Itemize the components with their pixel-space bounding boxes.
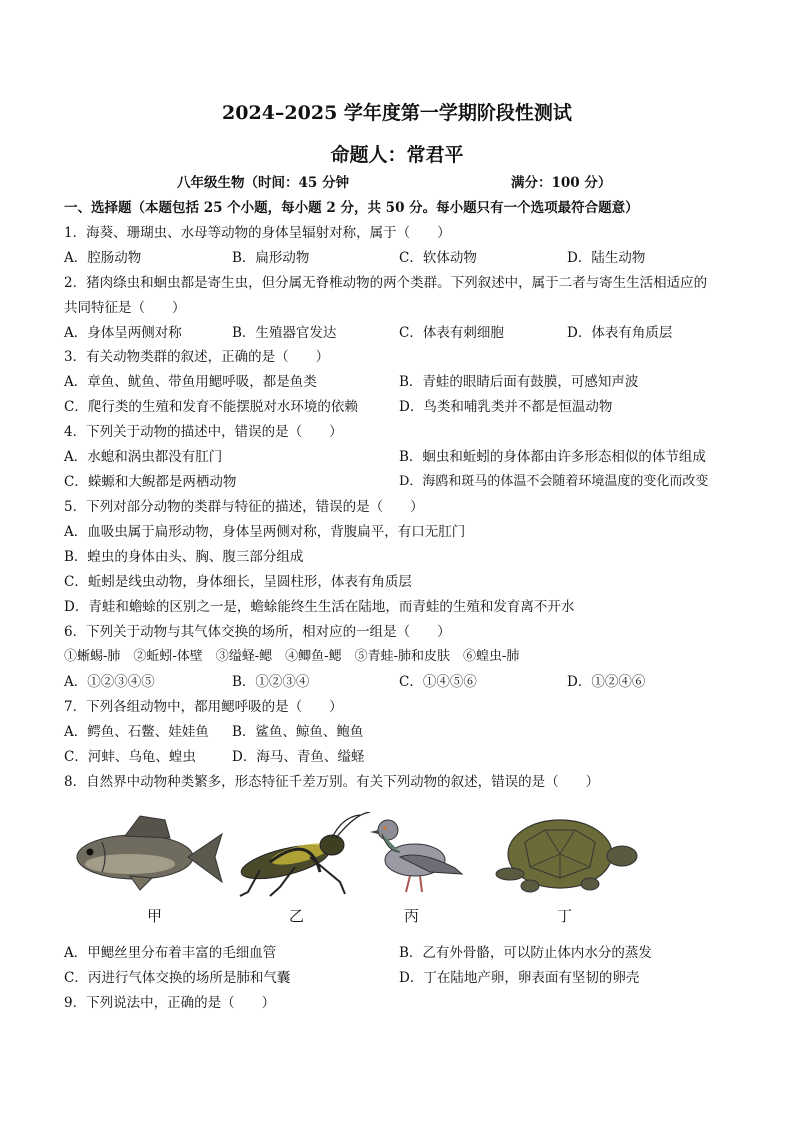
question-5-option-c: C．蚯蚓是线虫动物，身体细长，呈圆柱形，体表有角质层: [64, 574, 412, 590]
question-8-option-c: C．丙进行气体交换的场所是肺和气囊: [64, 970, 291, 986]
question-5-option-b: B．蝗虫的身体由头、胸、腹三部分组成: [64, 549, 304, 565]
question-2-stem-cont: 共同特征是（ ）: [64, 300, 186, 316]
question-6-option-a: A．①②③④⑤: [64, 674, 155, 690]
question-3-option-d: D．鸟类和哺乳类并不都是恒温动物: [399, 399, 613, 415]
question-2-option-b: B．生殖器官发达: [232, 325, 337, 341]
grasshopper-icon: [238, 812, 370, 896]
question-2-option-d: D．体表有角质层: [567, 325, 673, 341]
question-7-option-b: B．鲨鱼、鲸鱼、鲍鱼: [232, 724, 364, 740]
fish-icon: [77, 816, 222, 890]
question-4-option-c: C．蝾螈和大鲵都是两栖动物: [64, 474, 237, 490]
question-2-stem: 2．猪肉绦虫和蛔虫都是寄生虫，但分属无脊椎动物的两个类群。下列叙述中，属于二者与寄生生活相适应的: [64, 275, 708, 291]
question-4-option-d: D．海鸥和斑马的体温不会随着环境温度的变化而改变: [399, 474, 709, 489]
figure-label-d: 丁: [557, 907, 573, 925]
question-2-option-c: C．体表有刺细胞: [399, 325, 504, 341]
question-6-option-b: B．①②③④: [232, 674, 310, 690]
question-8-option-d: D．丁在陆地产卵，卵表面有坚韧的卵壳: [399, 970, 640, 986]
question-8-option-b: B．乙有外骨骼，可以防止体内水分的蒸发: [399, 945, 652, 961]
question-6-stem: 6．下列关于动物与其气体交换的场所，相对应的一组是（ ）: [64, 624, 451, 640]
question-1-option-b: B．扁形动物: [232, 250, 310, 266]
question-6-items: ①蜥蜴-肺 ②蚯蚓-体壁 ③缢蛏-鳃 ④鲫鱼-鳃 ⑤青蛙-肺和皮肤 ⑥蝗虫-肺: [64, 649, 520, 664]
question-6-option-c: C．①④⑤⑥: [399, 674, 477, 690]
question-3-stem: 3．有关动物类群的叙述，正确的是（ ）: [64, 349, 330, 365]
subject-time: 八年级生物（时间：45 分钟: [177, 175, 349, 191]
question-2-option-a: A．身体呈两侧对称: [64, 325, 182, 341]
pigeon-icon: [370, 820, 462, 892]
full-score: 满分：100 分）: [511, 175, 612, 191]
question-4-option-b: B．蛔虫和蚯蚓的身体都由许多形态相似的体节组成: [399, 449, 706, 465]
author-line: 命题人：常君平: [330, 144, 464, 166]
figure-label-b: 乙: [289, 907, 305, 925]
page-title: 2024–2025 学年度第一学期阶段性测试: [222, 102, 572, 124]
question-1-stem: 1．海葵、珊瑚虫、水母等动物的身体呈辐射对称，属于（ ）: [64, 225, 451, 241]
section-heading: 一、选择题（本题包括 25 个小题，每小题 2 分，共 50 分。每小题只有一个选项最符合题意）: [64, 200, 639, 216]
question-7-option-c: C．河蚌、乌龟、蝗虫: [64, 749, 196, 765]
question-3-option-a: A．章鱼、鱿鱼、带鱼用鳃呼吸，都是鱼类: [64, 374, 317, 390]
figure-label-c: 丙: [404, 907, 420, 925]
question-7-option-d: D．海马、青鱼、缢蛏: [232, 749, 365, 765]
question-3-option-b: B．青蛙的眼睛后面有鼓膜，可感知声波: [399, 374, 639, 390]
question-7-option-a: A．鳄鱼、石鳖、娃娃鱼: [64, 724, 209, 740]
question-1-option-c: C．软体动物: [399, 250, 477, 266]
question-9-stem: 9．下列说法中，正确的是（ ）: [64, 995, 276, 1011]
question-6-option-d: D．①②④⑥: [567, 674, 646, 690]
question-8-stem: 8．自然界中动物种类繁多，形态特征千差万别。有关下列动物的叙述，错误的是（ ）: [64, 774, 600, 790]
question-1-option-a: A．腔肠动物: [64, 250, 142, 266]
turtle-icon: [496, 820, 637, 892]
figure-label-a: 甲: [147, 907, 163, 925]
question-8-option-a: A．甲鳃丝里分布着丰富的毛细血管: [64, 945, 277, 961]
question-5-option-a: A．血吸虫属于扁形动物，身体呈两侧对称，背腹扁平，有口无肛门: [64, 524, 466, 540]
question-7-stem: 7．下列各组动物中，都用鳃呼吸的是（ ）: [64, 699, 343, 715]
question-5-stem: 5．下列对部分动物的类群与特征的描述，错误的是（ ）: [64, 499, 424, 515]
question-4-option-a: A．水螅和涡虫都没有肛门: [64, 449, 223, 465]
question-4-stem: 4．下列关于动物的描述中，错误的是（ ）: [64, 424, 343, 440]
question-3-option-c: C．爬行类的生殖和发育不能摆脱对水环境的依赖: [64, 399, 358, 415]
question-5-option-d: D．青蛙和蟾蜍的区别之一是，蟾蜍能终生生活在陆地，而青蛙的生殖和发育离不开水: [64, 599, 575, 615]
question-1-option-d: D．陆生动物: [567, 250, 646, 266]
